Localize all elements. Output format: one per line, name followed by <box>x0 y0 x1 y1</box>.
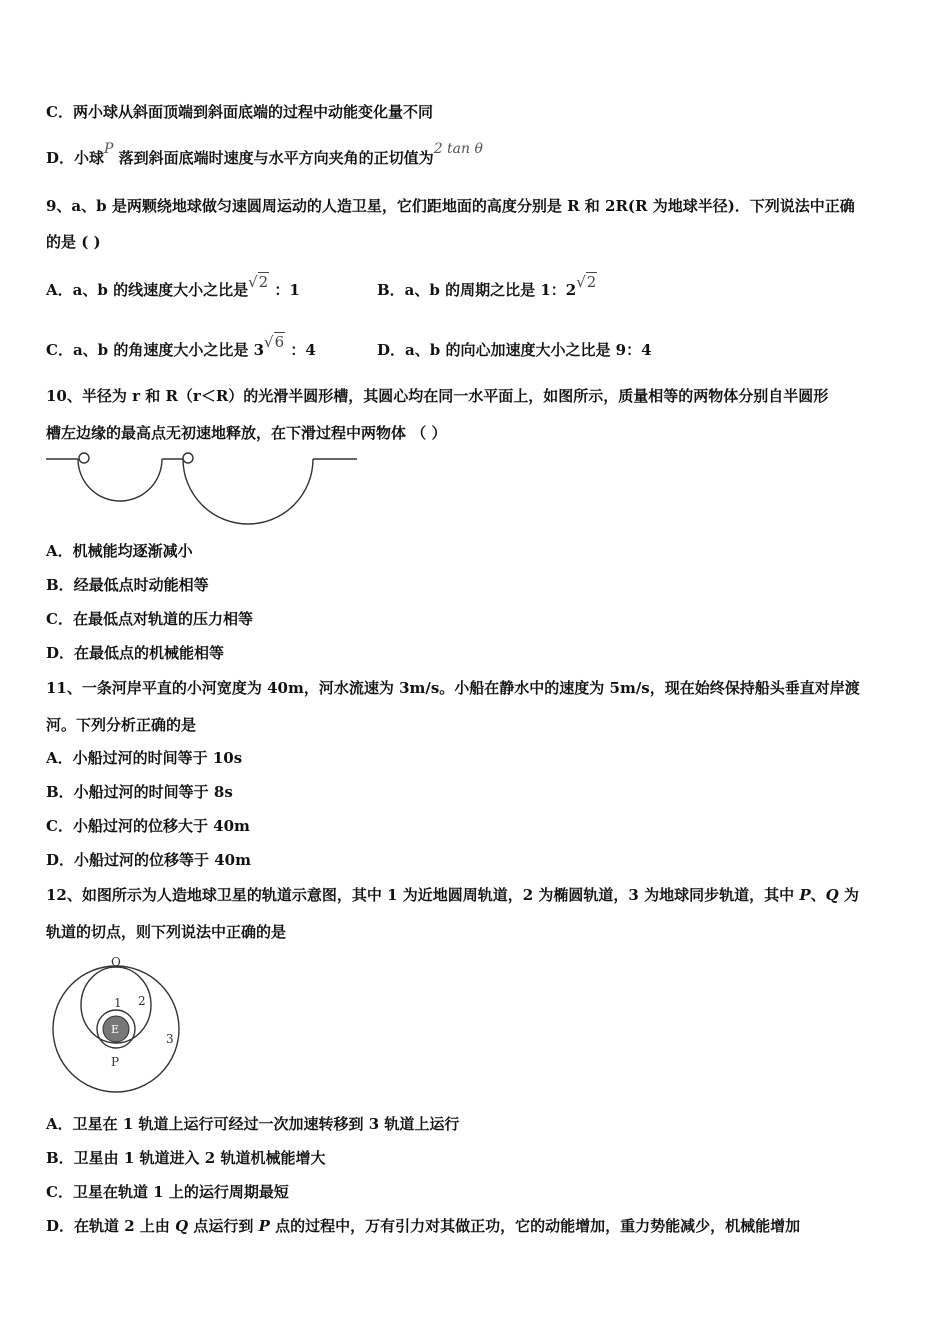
label-orbit-2: 2 <box>138 994 146 1008</box>
q10-option-d: D．在最低点的机械能相等 <box>46 644 225 662</box>
q12-option-d-var-q: Q <box>175 1217 189 1235</box>
q11-option-d: D．小船过河的位移等于 40m <box>46 851 251 869</box>
q10-option-c: C．在最低点对轨道的压力相等 <box>46 610 253 628</box>
q8-option-c: C．两小球从斜面顶端到斜面底端的过程中动能变化量不同 <box>46 103 433 121</box>
q8-formula-tan: 2 tan θ <box>433 141 483 157</box>
q12-option-d-text2: 点运行到 <box>188 1217 259 1235</box>
q12-stem-text: 12、如图所示为人造地球卫星的轨道示意图，其中 1 为近地圆周轨道，2 为椭圆轨道，3 为地球同步轨道，其中 <box>46 886 800 904</box>
q12-option-b: B．卫星由 1 轨道进入 2 轨道机械能增大 <box>46 1149 326 1167</box>
q11-stem-line1: 11、一条河岸平直的小河宽度为 40m，河水流速为 3m/s。小船在静水中的速度为 5m/s，现在始终保持船头垂直对岸渡 <box>46 679 860 697</box>
q9-option-c-sqrt: √6 <box>264 333 285 351</box>
q11-option-a: A．小船过河的时间等于 10s <box>46 749 243 767</box>
q11-option-b: B．小船过河的时间等于 8s <box>46 783 233 801</box>
label-q: Q <box>111 955 121 969</box>
q8-option-d <box>46 141 483 169</box>
q10-semicircle-grooves-figure <box>44 450 364 526</box>
q9-option-a-sqrt: √2 <box>248 273 269 291</box>
q9-option-b <box>377 273 597 300</box>
q10-stem-line1: 10、半径为 r 和 R（r＜R）的光滑半圆形槽，其圆心均在同一水平面上，如图所示，质量相等的两物体分别自半圆形 <box>46 387 829 405</box>
small-semicircle-groove <box>78 459 162 501</box>
label-e: E <box>111 1023 120 1036</box>
q12-var-p: P <box>799 886 811 904</box>
label-p: P <box>111 1055 120 1069</box>
q12-stem-line2: 轨道的切点，则下列说法中正确的是 <box>46 923 287 941</box>
q10-option-a: A．机械能均逐渐减小 <box>46 542 193 560</box>
q12-var-q: Q <box>825 886 839 904</box>
q12-option-d-text3: 点的过程中，万有引力对其做正功，它的动能增加，重力势能减少，机械能增加 <box>269 1217 801 1235</box>
q10-stem-line2: 槽左边缘的最高点无初速地释放，在下滑过程中两物体 （ ） <box>46 424 447 442</box>
q9-option-b-sqrt: √2 <box>576 273 597 291</box>
large-semicircle-groove <box>183 459 313 524</box>
q12-option-a: A．卫星在 1 轨道上运行可经过一次加速转移到 3 轨道上运行 <box>46 1115 460 1133</box>
q12-orbit-diagram <box>50 952 190 1098</box>
q9-option-a-text: A．a、b 的线速度大小之比是 <box>46 281 249 299</box>
q8-option-d-prefix: D．小球 <box>46 149 105 167</box>
large-object-ball <box>183 453 193 463</box>
q12-option-d <box>46 1216 800 1236</box>
q11-stem-line2: 河。下列分析正确的是 <box>46 716 197 734</box>
q12-option-c: C．卫星在轨道 1 上的运行周期最短 <box>46 1183 289 1201</box>
q9-stem-line1: 9、a、b 是两颗绕地球做匀速圆周运动的人造卫星，它们距地面的高度分别是 R 和 2R(R 为地球半径)．下列说法中正确 <box>46 197 855 215</box>
q9-stem-line2: 的是 ( ) <box>46 233 101 251</box>
q12-option-d-var-p: P <box>258 1217 270 1235</box>
q10-option-b: B．经最低点时动能相等 <box>46 576 209 594</box>
label-orbit-3: 3 <box>166 1032 174 1046</box>
q9-option-d: D．a、b 的向心加速度大小之比是 9：4 <box>377 341 652 359</box>
q9-option-a-ratio: ：1 <box>274 281 300 299</box>
q9-option-a <box>46 273 300 300</box>
label-orbit-1: 1 <box>114 996 122 1010</box>
q12-stem-line1 <box>46 885 906 905</box>
q9-option-c <box>46 333 316 360</box>
q9-option-c-text: C．a、b 的角速度大小之比是 3 <box>46 341 265 359</box>
q12-stem-tail: 为 <box>838 886 859 904</box>
q12-stem-sep: 、 <box>810 886 826 904</box>
small-object-ball <box>79 453 89 463</box>
q9-option-c-ratio: ：4 <box>290 341 316 359</box>
q9-option-b-text: B．a、b 的周期之比是 1：2 <box>377 281 577 299</box>
q11-option-c: C．小船过河的位移大于 40m <box>46 817 250 835</box>
q8-option-d-text: 落到斜面底端时速度与水平方向夹角的正切值为 <box>118 149 434 167</box>
q8-var-p: P <box>104 141 114 157</box>
q12-option-d-text1: D．在轨道 2 上由 <box>46 1217 176 1235</box>
